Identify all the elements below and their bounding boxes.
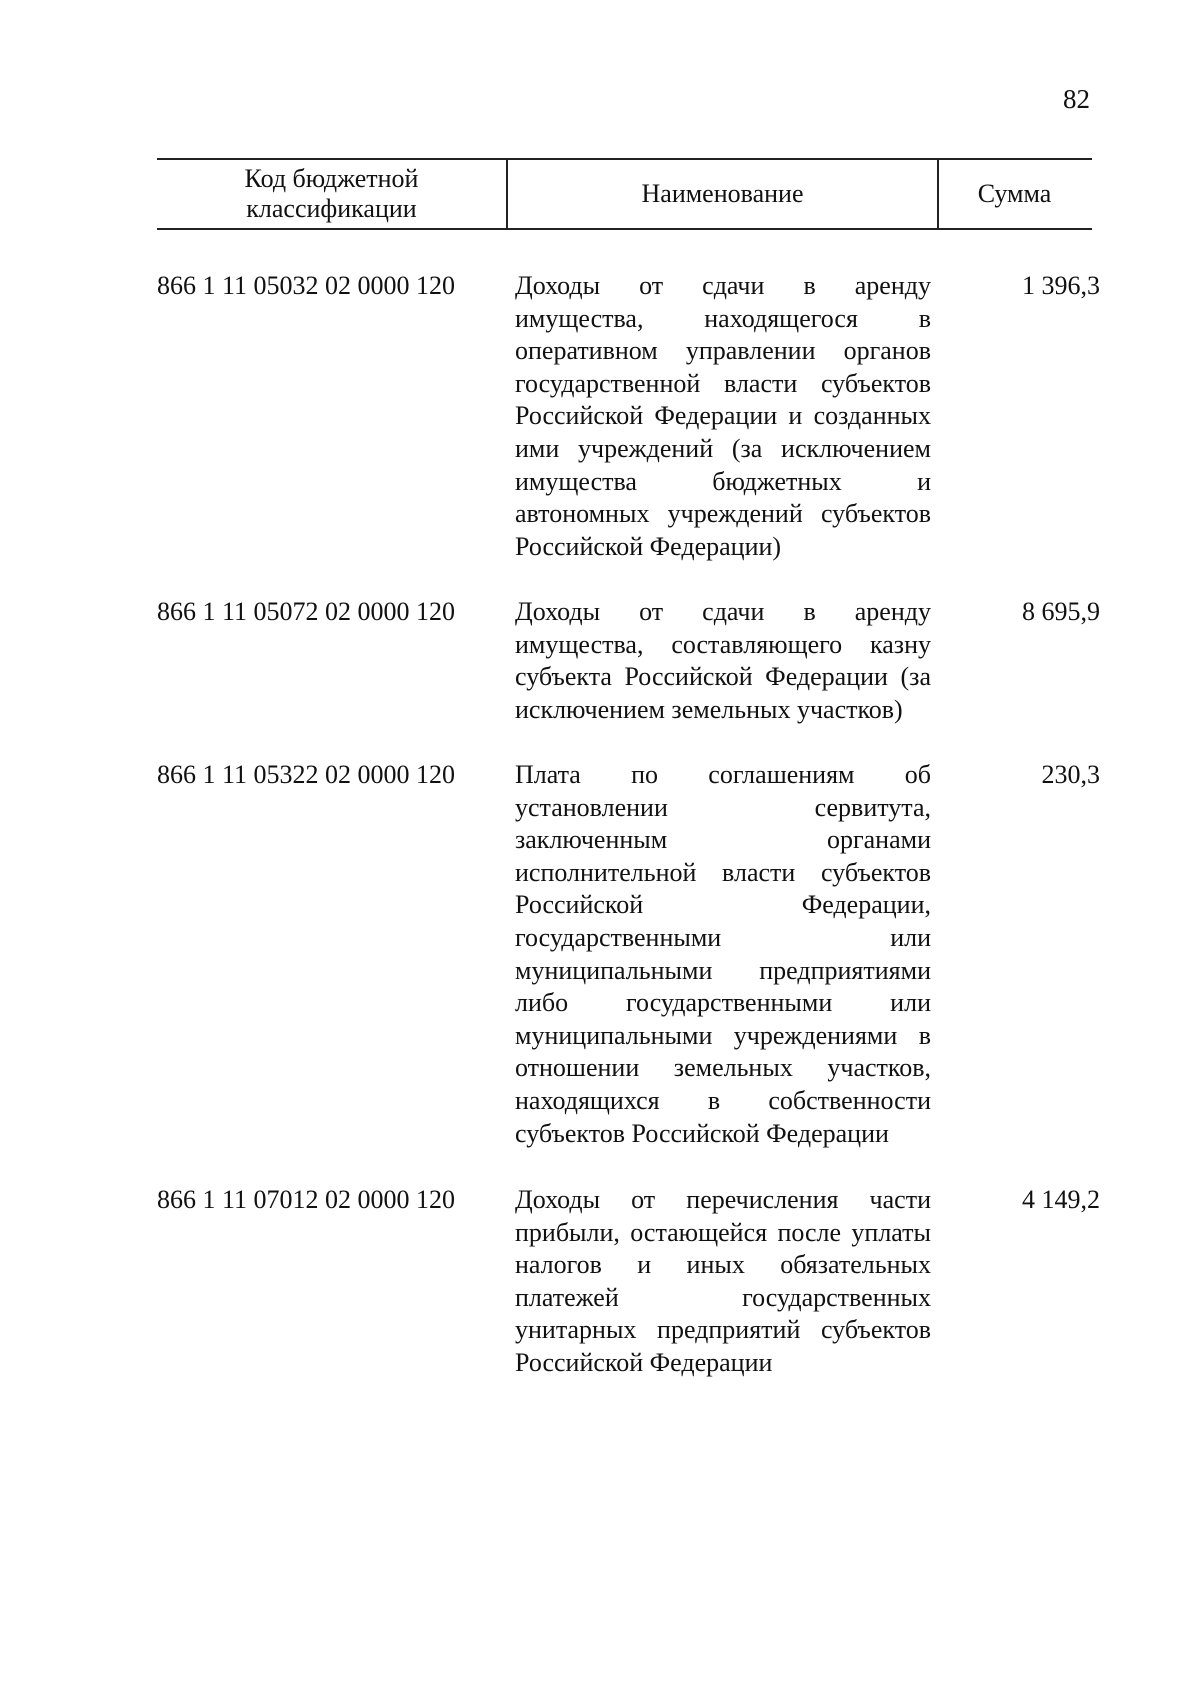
table-header [157,158,1092,230]
header-sum-column: Сумма [977,179,1052,208]
page-number: 82 [1063,84,1090,114]
header-code-column: Код бюджетной классификации [244,164,419,223]
row-amount: 4 149,2 [1022,1185,1100,1214]
row-code: 866 1 11 05072 02 0000 120 [157,597,456,626]
row-name: Доходы от сдачи в аренду имущества, находящегося в оперативном управлении органов государственной власти субъектов Российской Федерации и созданных ими учреждений (за исключением имущества бюджетных и автономных учреждений субъектов Российской Федерации) [515,271,931,561]
row-name: Плата по соглашениям об установлении сервитута, заключенным органами исполнительной власти субъектов Российской Федерации, государственными или муниципальными предприятиями либо государственными или муниципальными учреждениями в отношении земельных участков, находящихся в собственности субъектов Российской Федерации [515,760,931,1148]
row-code: 866 1 11 07012 02 0000 120 [157,1185,456,1214]
row-name: Доходы от перечисления части прибыли, остающейся после уплаты налогов и иных обязательных платежей государственных унитарных предприятий субъектов Российской Федерации [515,1185,931,1377]
row-amount: 8 695,9 [1022,597,1100,626]
row-code: 866 1 11 05322 02 0000 120 [157,760,456,789]
header-name-column: Наименование [506,160,939,228]
row-code: 866 1 11 05032 02 0000 120 [157,271,456,300]
row-amount: 230,3 [1041,760,1100,789]
row-name: Доходы от сдачи в аренду имущества, составляющего казну субъекта Российской Федерации (за исключением земельных участков) [515,597,931,724]
row-amount: 1 396,3 [1022,271,1100,300]
